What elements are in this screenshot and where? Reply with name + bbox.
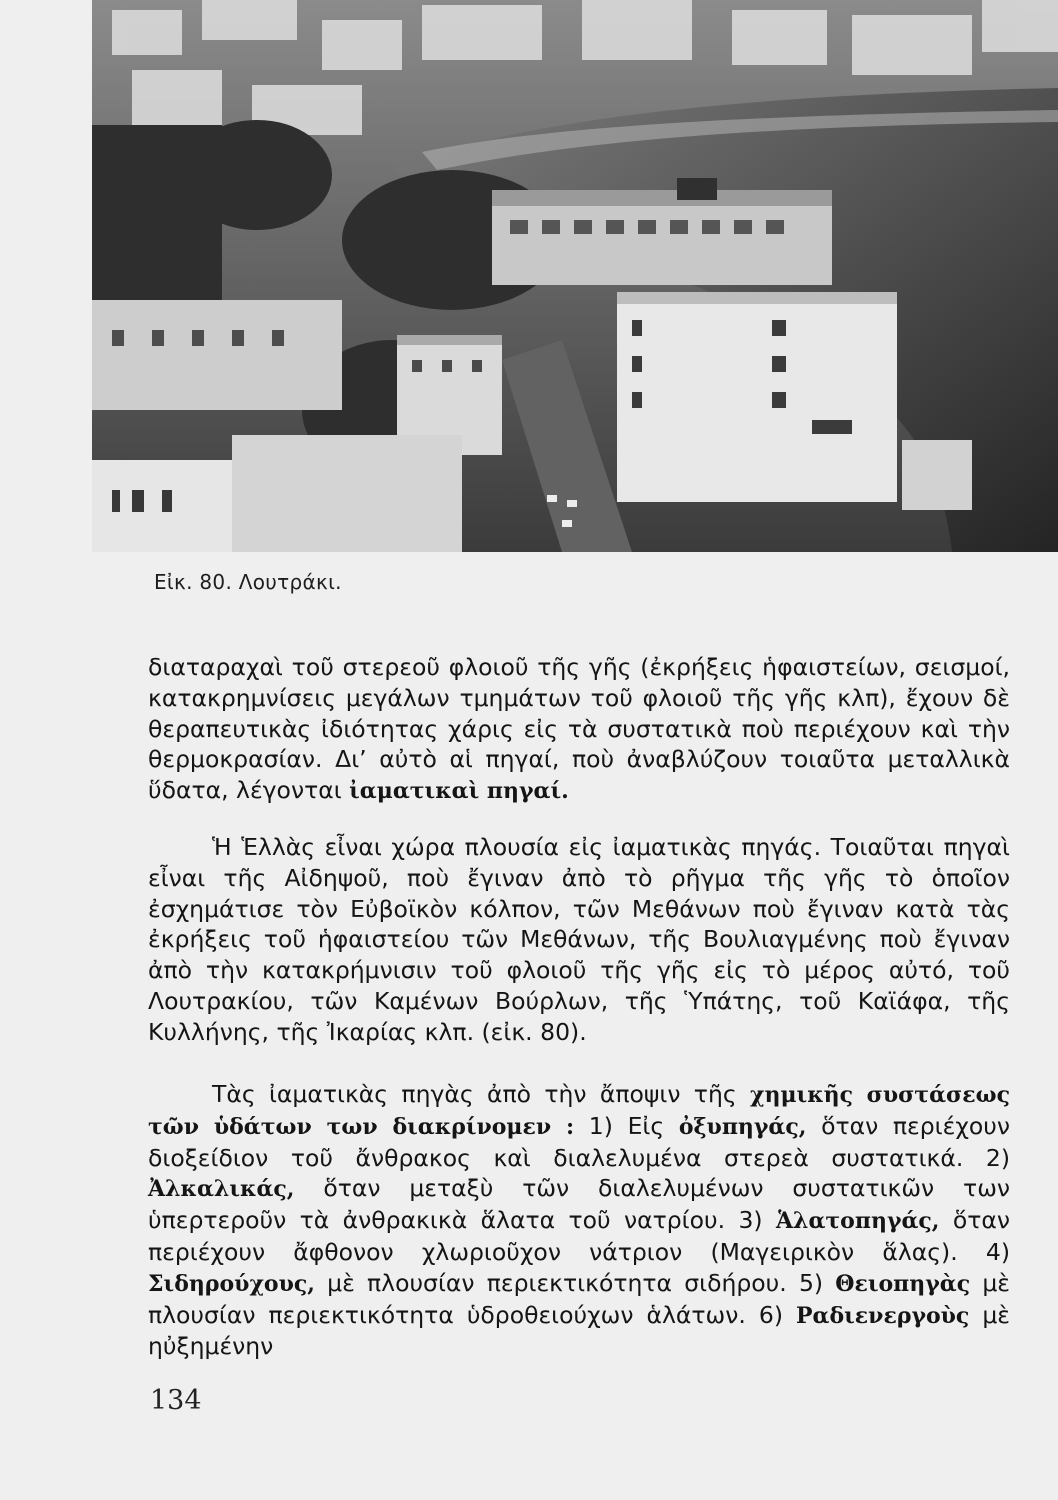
paragraph-3-text-6: μὲ πλουσίαν περιεκτικότητα σιδήρου. 5) xyxy=(314,1268,836,1297)
paragraph-3-bold-6: Θειοπηγὰς xyxy=(835,1270,971,1297)
paragraph-3-text-2: 1) Εἰς xyxy=(574,1111,679,1140)
paragraph-3-text-7: μὲ πλουσίαν περιεκτικότητα ὑδροθειούχων ἁλάτων. 6) xyxy=(148,1268,1010,1329)
paragraph-3-text-1: Τὰς ἰαματικὰς πηγὰς ἀπὸ τὴν ἄποψιν τῆς xyxy=(212,1080,750,1108)
paragraph-3 xyxy=(148,1079,1010,1362)
paragraph-3-text-3: ὅταν περιέχουν διοξείδιον τοῦ ἄνθρακος καὶ διαλελυμένα στερεὰ συστατικά. 2) xyxy=(148,1111,1010,1172)
paragraph-3-bold-4: Ἁλατοπηγάς, xyxy=(775,1208,940,1235)
paragraph-3-text-8: μὲ ηὐξημένην xyxy=(148,1300,1010,1361)
paragraph-3-bold-3: Ἀλκαλικάς, xyxy=(148,1176,295,1203)
paragraph-3-bold-2: ὀξυπηγάς, xyxy=(678,1113,807,1140)
paragraph-1 xyxy=(148,652,1010,807)
loutraki-photo xyxy=(92,0,1058,552)
paragraph-3-bold-5: Σιδηρούχους, xyxy=(148,1270,315,1297)
paragraph-3-text-4: ὅταν μεταξὺ τῶν διαλελυμένων συστατικῶν των ὑπερτεροῦν τὰ ἀνθρακικὰ ἅλατα τοῦ νατρίου. 3) xyxy=(148,1174,1010,1235)
paragraph-3-text-5: ὅταν περιέχουν ἄφθονον χλωριοῦχον νάτριον (Μαγειρικὸν ἅλας). 4) xyxy=(148,1206,1010,1266)
paragraph-1-text: διαταραχαὶ τοῦ στερεοῦ φλοιοῦ τῆς γῆς (ἐκρήξεις ἡφαιστείων, σεισμοί, κατακρημνίσεις μεγάλων τμημάτων τοῦ φλοιοῦ τῆς γῆς κλπ), ἔχουν δὲ θεραπευτικὰς ἰδιότητας χάρις εἰς τὰ συστατικὰ ποὺ περιέχουν καὶ τὴν θερμοκρασίαν. Δι’ αὐτὸ αἱ πηγαί, ποὺ ἀναβλύζουν τοιαῦτα μεταλλικὰ ὕδατα, λέγονται xyxy=(148,653,1010,805)
page-number: 134 xyxy=(150,1385,202,1416)
loutraki-photo-drawing xyxy=(92,0,1058,552)
paragraph-2-text: Ἡ Ἑλλὰς εἶναι χώρα πλουσία εἰς ἰαματικὰς πηγάς. Τοιαῦται πηγαὶ εἶναι τῆς Αἰδηψοῦ, ποὺ ἔγιναν ἀπὸ τὸ ρῆγμα τῆς γῆς τὸ ὁποῖον ἐσχημάτισε τὸν Εὐβοϊκὸν κόλπον, τῶν Μεθάνων ποὺ ἔγιναν κατὰ τὰς ἐκρήξεις τοῦ ἡφαιστείου τῶν Μεθάνων, τῆς Βουλιαγμένης ποὺ ἔγιναν ἀπὸ τὴν κατακρήμνισιν τοῦ φλοιοῦ τῆς γῆς εἰς τὸ μέρος αὐτό, τοῦ Λουτρακίου, τῶν Καμένων Βούρλων, τῆς Ὑπάτης, τοῦ Καϊάφα, τῆς Κυλλήνης, τῆς Ἰκαρίας κλπ. (εἰκ. 80). xyxy=(148,833,1010,1046)
figure-caption: Εἰκ. 80. Λουτράκι. xyxy=(154,570,342,594)
paragraph-2 xyxy=(148,832,1010,1048)
paragraph-3-bold-1: χημικῆς συστάσεως τῶν ὑδάτων των διακρίνομεν : xyxy=(148,1082,1010,1140)
paragraph-1-bold-term: ἰαματικαὶ πηγαί. xyxy=(349,778,569,805)
paragraph-3-bold-7: Ραδιενεργοὺς xyxy=(796,1302,970,1329)
